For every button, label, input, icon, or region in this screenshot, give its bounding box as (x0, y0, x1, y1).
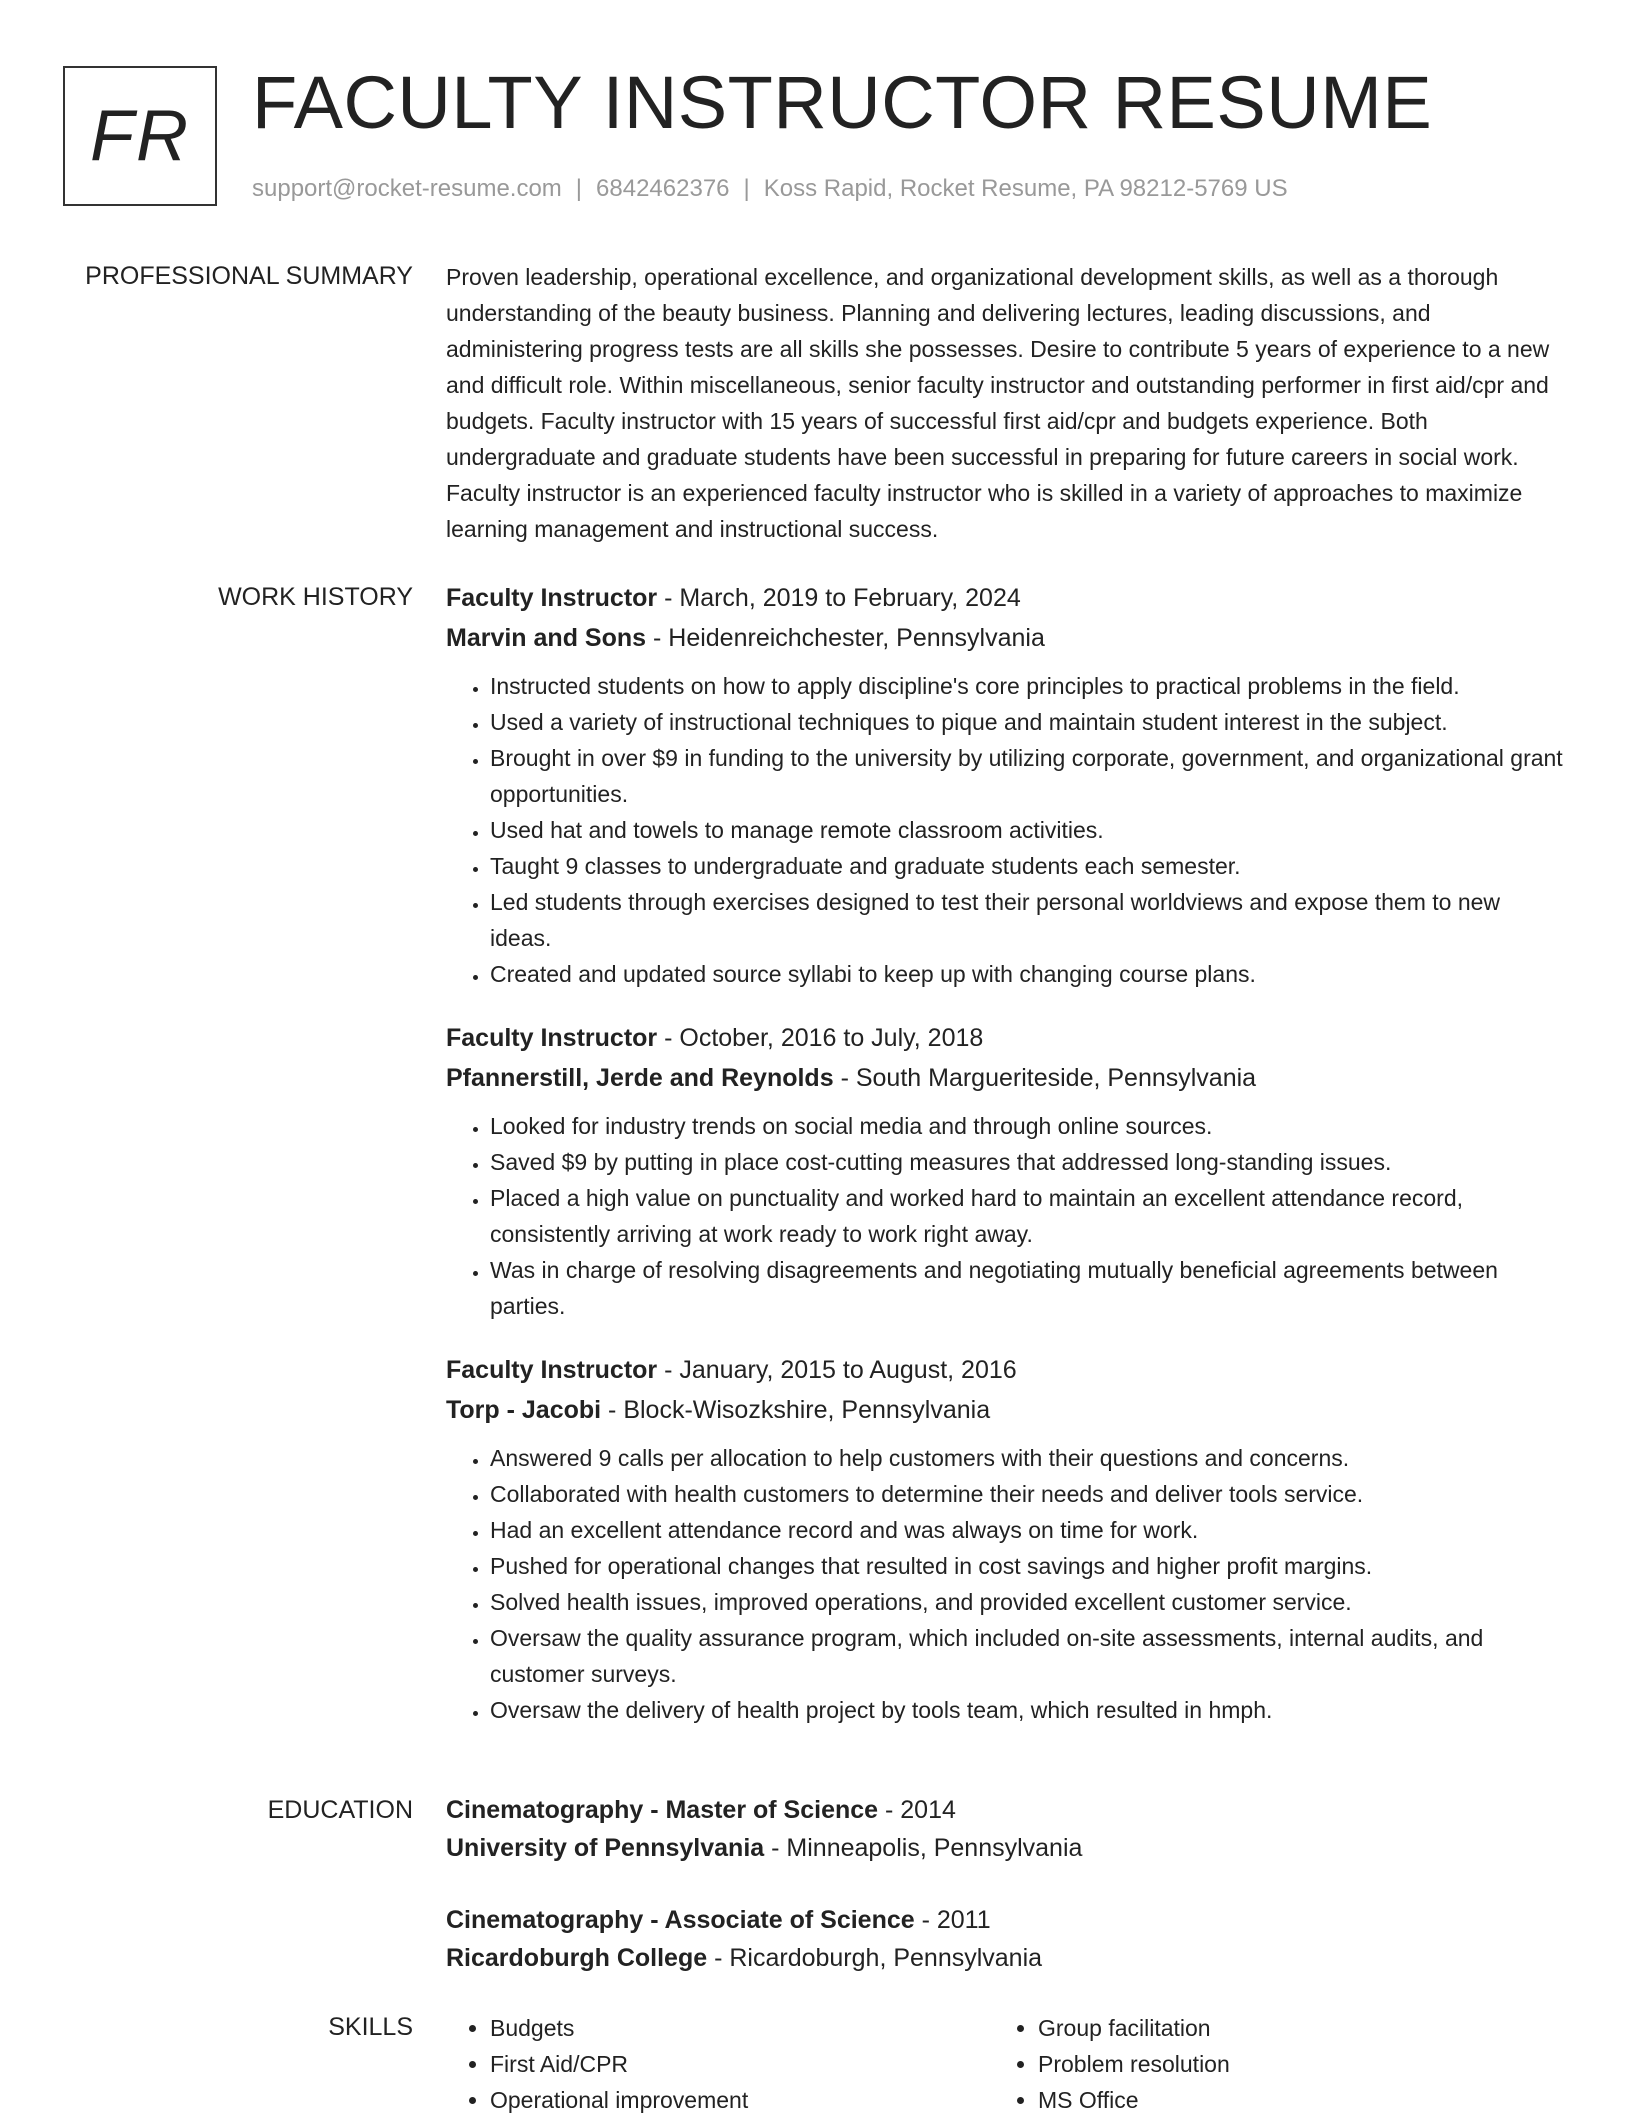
job-entry (446, 1018, 1566, 1324)
job-bullet: • Saved $9 by putting in place cost-cutting measures that addressed long-standing issues. (490, 1144, 1566, 1180)
job-bullet: • Had an excellent attendance record and was always on time for work. (490, 1512, 1566, 1548)
job-bullet: • Led students through exercises designed to test their personal worldviews and expose them to new ideas. (490, 884, 1566, 956)
job-dates: - March, 2019 to February, 2024 (657, 584, 1021, 612)
job-bullet: • Placed a high value on punctuality and worked hard to maintain an excellent attendance record, consistently arriving at work ready to work right away. (490, 1180, 1566, 1252)
job-location: - South Margueriteside, Pennsylvania (833, 1064, 1257, 1092)
job-bullet: • Brought in over $9 in funding to the university by utilizing corporate, government, and organizational grant opportunities. (490, 740, 1566, 812)
job-bullets (446, 1108, 1566, 1324)
job-title: Faculty Instructor (446, 1356, 658, 1384)
job-company-line (446, 618, 1566, 658)
job-company: Marvin and Sons (446, 624, 647, 652)
education-entry (446, 1791, 1566, 1867)
skill-item: • MS Office (1038, 2082, 1542, 2118)
skill-item: • Group facilitation (1038, 2010, 1542, 2046)
contact-line (252, 174, 1288, 204)
job-bullet: • Oversaw the quality assurance program, which included on-site assessments, internal audits, and customer surveys. (490, 1620, 1566, 1692)
education-location: - Ricardoburgh, Pennsylvania (707, 1944, 1043, 1972)
job-bullet: • Was in charge of resolving disagreements and negotiating mutually beneficial agreements between parties. (490, 1252, 1566, 1324)
job-location: - Block-Wisozkshire, Pennsylvania (601, 1396, 991, 1424)
skills-grid (446, 2010, 1566, 2118)
skills-column-left (446, 2010, 994, 2118)
section-label-skills: SKILLS (328, 2013, 413, 2041)
section-label-work: WORK HISTORY (218, 583, 413, 611)
job-company-line (446, 1058, 1566, 1098)
job-location: - Heidenreichchester, Pennsylvania (646, 624, 1045, 652)
job-title: Faculty Instructor (446, 584, 658, 612)
contact-separator: | (743, 175, 750, 202)
education-degree: Cinematography - Associate of Science (446, 1906, 915, 1934)
education-school: University of Pennsylvania (446, 1834, 765, 1862)
section-label-summary: PROFESSIONAL SUMMARY (85, 262, 413, 290)
job-bullet: • Instructed students on how to apply discipline's core principles to practical problems in the field. (490, 668, 1566, 704)
resume-title: FACULTY INSTRUCTOR RESUME (252, 61, 1433, 144)
job-company: Pfannerstill, Jerde and Reynolds (446, 1064, 834, 1092)
job-bullet: • Created and updated source syllabi to keep up with changing course plans. (490, 956, 1566, 992)
job-bullets (446, 668, 1566, 992)
job-bullet: • Used hat and towels to manage remote classroom activities. (490, 812, 1566, 848)
skill-item: • First Aid/CPR (490, 2046, 994, 2082)
summary-text: Proven leadership, operational excellence, and organizational development skills, as well as a thorough understanding of the beauty business. Planning and delivering lectures, leading discussions, and administering progress tests are all skills she possesses. Desire to contribute 5 years of experience to a new and difficult role. Within miscellaneous, senior faculty instructor and outstanding performer in first aid/cpr and budgets. Faculty instructor with 15 years of successful first aid/cpr and budgets experience. Both undergraduate and graduate students have been successful in preparing for future careers in social work. Faculty instructor is an experienced faculty instructor who is skilled in a variety of approaches to maximize learning management and instructional success. (446, 264, 1550, 542)
education-body (446, 1791, 1566, 2011)
work-body (446, 578, 1566, 1754)
section-label-education: EDUCATION (267, 1796, 413, 1824)
job-dates: - October, 2016 to July, 2018 (657, 1024, 984, 1052)
skill-item: • Operational improvement (490, 2082, 994, 2118)
education-degree-line (446, 1901, 1566, 1939)
job-bullet: • Oversaw the delivery of health project by tools team, which resulted in hmph. (490, 1692, 1566, 1728)
skills-column-right (994, 2010, 1542, 2118)
job-company: Torp - Jacobi (446, 1396, 602, 1424)
job-bullet: • Taught 9 classes to undergraduate and graduate students each semester. (490, 848, 1566, 884)
summary-body (446, 259, 1566, 547)
education-degree: Cinematography - Master of Science (446, 1796, 879, 1824)
monogram-logo: FR (63, 66, 217, 206)
job-bullet: • Used a variety of instructional techniques to pique and maintain student interest in the subject. (490, 704, 1566, 740)
contact-phone: 6842462376 (596, 175, 730, 202)
job-bullet: • Answered 9 calls per allocation to help customers with their questions and concerns. (490, 1440, 1566, 1476)
education-school-line (446, 1829, 1566, 1867)
education-year: - 2014 (878, 1796, 956, 1824)
education-school: Ricardoburgh College (446, 1944, 708, 1972)
contact-separator: | (575, 175, 583, 202)
job-title-line (446, 1018, 1566, 1058)
job-bullet: • Collaborated with health customers to determine their needs and deliver tools service. (490, 1476, 1566, 1512)
job-company-line (446, 1390, 1566, 1430)
education-year: - 2011 (914, 1906, 991, 1934)
job-bullet: • Pushed for operational changes that resulted in cost savings and higher profit margins. (490, 1548, 1566, 1584)
skill-item: • Budgets (490, 2010, 994, 2046)
job-dates: - January, 2015 to August, 2016 (657, 1356, 1017, 1384)
education-entry (446, 1901, 1566, 1977)
contact-email: support@rocket-resume.com (252, 175, 562, 202)
education-location: - Minneapolis, Pennsylvania (764, 1834, 1083, 1862)
job-bullet: • Solved health issues, improved operations, and provided excellent customer service. (490, 1584, 1566, 1620)
skill-item: • Problem resolution (1038, 2046, 1542, 2082)
skills-body (446, 2010, 1566, 2118)
job-bullet: • Looked for industry trends on social media and through online sources. (490, 1108, 1566, 1144)
education-school-line (446, 1939, 1566, 1977)
job-title-line (446, 1350, 1566, 1390)
job-title-line (446, 578, 1566, 618)
education-degree-line (446, 1791, 1566, 1829)
job-title: Faculty Instructor (446, 1024, 658, 1052)
job-bullets (446, 1440, 1566, 1728)
job-entry (446, 1350, 1566, 1728)
job-entry (446, 578, 1566, 992)
contact-address: Koss Rapid, Rocket Resume, PA 98212-5769 US (763, 175, 1288, 202)
